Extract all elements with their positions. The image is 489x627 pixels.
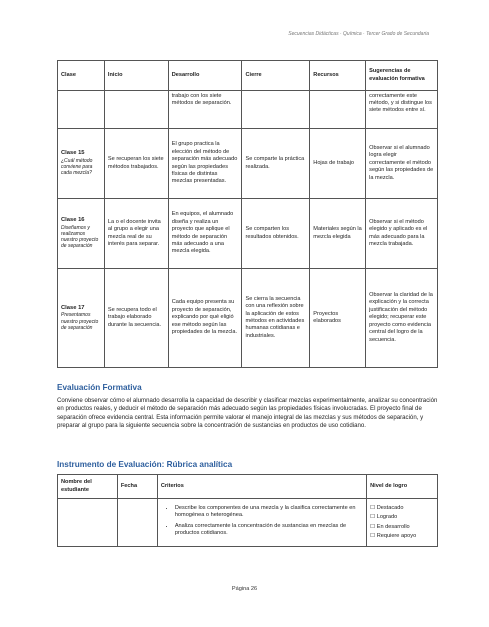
table-row <box>58 129 438 199</box>
cell-recursos: Proyectos elaborados <box>310 269 366 368</box>
evaluacion-heading: Evaluación Formativa <box>57 383 142 392</box>
cell-desarrollo: El grupo practica la elección del método de separación más adecuado según las propiedades físicas de distintas mezclas presentadas. <box>168 129 242 199</box>
header-cierre: Cierre <box>242 61 310 91</box>
header-clase: Clase <box>58 61 105 91</box>
header-recursos: Recursos <box>310 61 366 91</box>
page-number: Página 26 <box>231 586 258 592</box>
cell-empty <box>242 91 310 129</box>
cell-clase <box>58 269 105 368</box>
cell-clase <box>58 129 105 199</box>
nivel-en-desarrollo-checkbox[interactable]: ☐ En desarrollo <box>370 523 410 530</box>
header-desarrollo: Desarrollo <box>168 61 242 91</box>
class-subtitle: Diseñamos y realizamos nuestro proyecto de separación <box>61 224 99 250</box>
table-row <box>58 269 438 368</box>
cell-inicio: Se recuperan los siete métodos trabajados. <box>104 129 168 199</box>
cell-cierre: Se comparten los resultados obtenidos. <box>242 199 310 269</box>
cell-sugerencias: Observar la claridad de la explicación y la correcta justificación del método elegido; recuperar este proyecto como evidencia central del logro de la secuencia. <box>366 269 438 368</box>
cell-cierre: Se comparte la práctica realizada. <box>242 129 310 199</box>
running-header: Secuencias Didácticas · Química · Tercer Grado de Secundaria <box>288 31 429 37</box>
table-row-continuation <box>58 91 438 129</box>
nivel-requiere-apoyo-checkbox[interactable]: ☐ Requiere apoyo <box>370 532 417 539</box>
class-subtitle: ¿Cuál método conviene para cada mezcla? <box>61 157 93 177</box>
header-nombre: Nombre del estudiante <box>58 475 118 499</box>
class-subtitle: Presentamos nuestro proyecto de separación <box>61 312 99 331</box>
criteria-item: • Analiza correctamente la concentración de sustancias en mezclas de productos cotidianos. <box>175 523 363 537</box>
header-inicio: Inicio <box>104 61 168 91</box>
cell-nombre[interactable] <box>58 499 118 547</box>
cell-empty <box>58 91 105 129</box>
cell-cierre: Se cierra la secuencia con una reflexión sobre la aplicación de estos métodos en actividades humanas cotidianas e industriales. <box>242 269 310 368</box>
cell-inicio: La o el docente invita al grupo a elegir una mezcla real de su interés para separar. <box>104 199 168 269</box>
cell-recursos: Hojas de trabajo <box>310 129 366 199</box>
header-nivel: Nivel de logro <box>367 475 438 499</box>
rubric-row <box>58 499 438 547</box>
cell-inicio: Se recupera todo el trabajo elaborado durante la secuencia. <box>104 269 168 368</box>
sequence-table <box>57 60 438 368</box>
cell-desarrollo: Cada equipo presenta su proyecto de separación, explicando por qué eligió ese método según las propiedades de la mezcla. <box>168 269 242 368</box>
cell-desarrollo: trabajo con los siete métodos de separación. <box>168 91 242 129</box>
cell-sugerencias: Observar si el método elegido y aplicado es el más adecuado para la mezcla trabajada. <box>366 199 438 269</box>
cell-empty <box>104 91 168 129</box>
class-title: Clase 15 <box>61 150 85 157</box>
rubric-header-row <box>58 475 438 499</box>
header-sugerencias: Sugerencias de evaluación formativa <box>366 61 438 91</box>
table-header-row <box>58 61 438 91</box>
cell-fecha[interactable] <box>117 499 157 547</box>
header-fecha: Fecha <box>117 475 157 499</box>
table-row <box>58 199 438 269</box>
cell-criterios <box>157 499 366 547</box>
header-criterios: Criterios <box>157 475 366 499</box>
cell-empty <box>310 91 366 129</box>
cell-nivel <box>367 499 438 547</box>
evaluacion-paragraph: Conviene observar cómo el alumnado desarrolla la capacidad de describir y clasificar mezclas experimentalmente, analizar su concentración en productos reales, y deducir el método de separación más adecuado según las propiedades físicas involucradas. El proyecto final de separación ofrece evidencia central. Esta información permite valorar el manejo integral de las mezclas y sus métodos de separación, y preparar al grupo para la siguiente secuencia sobre la concentración de sustancias en productos de uso cotidiano. <box>57 397 438 430</box>
nivel-logrado-checkbox[interactable]: ☐ Logrado <box>370 514 398 521</box>
class-title: Clase 16 <box>61 217 85 224</box>
nivel-destacado-checkbox[interactable]: ☐ Destacado <box>370 504 404 511</box>
criteria-list <box>161 505 363 537</box>
cell-sugerencias: correctamente este método, y si distingue los siete métodos entre sí. <box>366 91 438 129</box>
cell-recursos: Materiales según la mezcla elegida <box>310 199 366 269</box>
rubric-table <box>57 474 438 547</box>
cell-sugerencias: Observar si el alumnado logra elegir correctamente el método según las propiedades de la mezcla. <box>366 129 438 199</box>
cell-clase <box>58 199 105 269</box>
cell-desarrollo: En equipos, el alumnado diseña y realiza un proyecto que aplique el método de separación más adecuado a una mezcla elegida. <box>168 199 242 269</box>
class-title: Clase 17 <box>61 304 85 311</box>
criteria-item: • Describe los componentes de una mezcla y la clasifica correctamente en homogénea o heterogénea. <box>175 505 363 519</box>
instrumento-heading: Instrumento de Evaluación: Rúbrica analítica <box>57 460 233 469</box>
